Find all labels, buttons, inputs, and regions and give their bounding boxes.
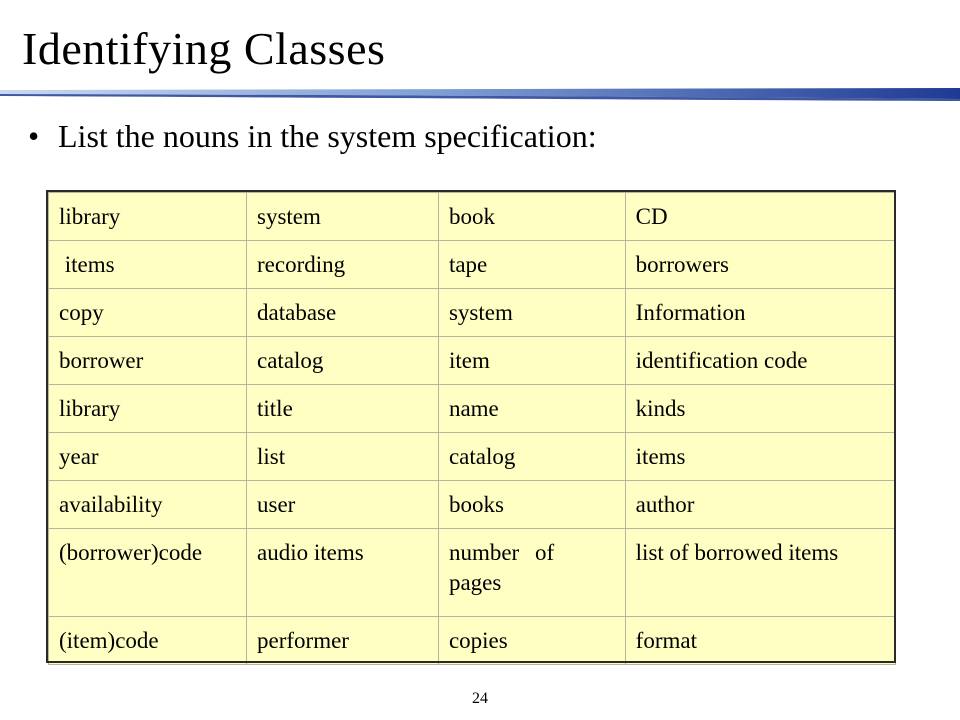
table-cell: system [247, 193, 439, 241]
table-row [49, 289, 896, 337]
table-cell: user [247, 481, 439, 529]
table-cell: (item)code [49, 617, 247, 665]
table-cell: Information [625, 289, 895, 337]
table-cell: database [247, 289, 439, 337]
bullet-dot: • [28, 118, 40, 154]
table-cell: copies [438, 617, 625, 665]
table-cell: recording [247, 241, 439, 289]
table-cell: audio items [247, 529, 439, 617]
table-cell: catalog [247, 337, 439, 385]
table-cell: availability [49, 481, 247, 529]
table-cell: number of pages [438, 529, 625, 617]
table-row [49, 337, 896, 385]
table-cell: library [49, 385, 247, 433]
table-row [49, 385, 896, 433]
table-cell: library [49, 193, 247, 241]
table-cell: books [438, 481, 625, 529]
table-cell: copy [49, 289, 247, 337]
table-cell: catalog [438, 433, 625, 481]
table-row [49, 529, 896, 617]
table-cell: title [247, 385, 439, 433]
table-row [49, 481, 896, 529]
title-underline-swoosh [0, 88, 960, 102]
table-cell: items [625, 433, 895, 481]
table-cell: CD [625, 193, 895, 241]
table-cell: name [438, 385, 625, 433]
table-cell: author [625, 481, 895, 529]
table-cell: list [247, 433, 439, 481]
table-row [49, 433, 896, 481]
slide-title: Identifying Classes [22, 23, 386, 74]
bullet-text: List the nouns in the system specification: [58, 118, 597, 154]
table-cell: system [438, 289, 625, 337]
table-cell: identification code [625, 337, 895, 385]
page-number: 24 [472, 690, 488, 707]
nouns-table [48, 192, 896, 665]
table-cell: performer [247, 617, 439, 665]
table-cell: item [438, 337, 625, 385]
table-cell: format [625, 617, 895, 665]
table-cell: items [49, 241, 247, 289]
table-cell: borrowers [625, 241, 895, 289]
table-cell: book [438, 193, 625, 241]
table-cell: tape [438, 241, 625, 289]
table-cell: (borrower)code [49, 529, 247, 617]
bullet-item [28, 118, 597, 155]
table-row [49, 241, 896, 289]
table-cell: borrower [49, 337, 247, 385]
table-row [49, 617, 896, 665]
table-cell: year [49, 433, 247, 481]
table-cell: list of borrowed items [625, 529, 895, 617]
table-cell: kinds [625, 385, 895, 433]
table-row [49, 193, 896, 241]
